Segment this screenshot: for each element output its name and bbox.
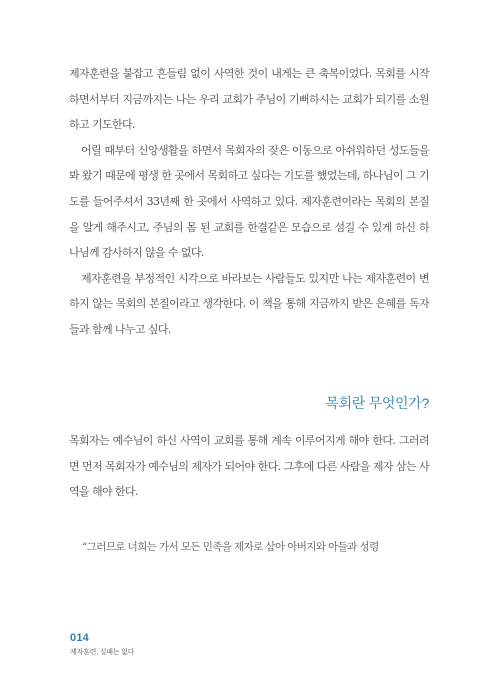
- section-heading: 목회란 무엇인가?: [325, 395, 429, 411]
- paragraph-3: 제자훈련을 부정적인 시각으로 바라보는 사람들도 있지만 나는 제자훈련이 변하지 않는 목회의 본질이라고 생각한다. 이 책을 통해 지금까지 받은 은혜를 독자들과 함께 나누고 싶다.: [69, 271, 429, 336]
- body-text-section-1: [69, 61, 429, 343]
- paragraph-2: 어릴 때부터 신앙생활을 하면서 목회자의 잦은 이동으로 아쉬워하던 성도들을 봐 왔기 때문에 평생 한 곳에서 목회하고 싶다는 기도를 했었는데, 하나님이 그 기도를 들어주셔서 33년째 한 곳에서 사역하고 있다. 제자훈련이라는 목회의 본질을 알게 해주시고, 주님의 몸 된 교회를 한결같은 모습으로 섬길 수 있게 하신 하나님께 감사하지 않을 수 없다.: [69, 143, 429, 260]
- scripture-quote: “그러므로 너희는 가서 모든 민족을 제자로 삼아 아버지와 아들과 성령: [82, 541, 379, 553]
- page-number: 014: [70, 632, 89, 644]
- body-text-section-2: [69, 428, 429, 505]
- paragraph-4: 목회자는 예수님이 하신 사역이 교회를 통해 계속 이루어지게 해야 한다. 그러려면 먼저 목회자가 예수님의 제자가 되어야 한다. 그후에 다른 사람을 제자 삼는 사역을 해야 한다.: [69, 434, 429, 499]
- paragraph-1: 제자훈련을 붙잡고 흔들림 없이 사역한 것이 내게는 큰 축복이었다. 목회를 시작하면서부터 지금까지는 나는 우리 교회가 주님이 기뻐하시는 교회가 되기를 소원하고 기도한다.: [69, 67, 429, 132]
- running-title: 제자훈련, 실패는 없다: [70, 649, 135, 656]
